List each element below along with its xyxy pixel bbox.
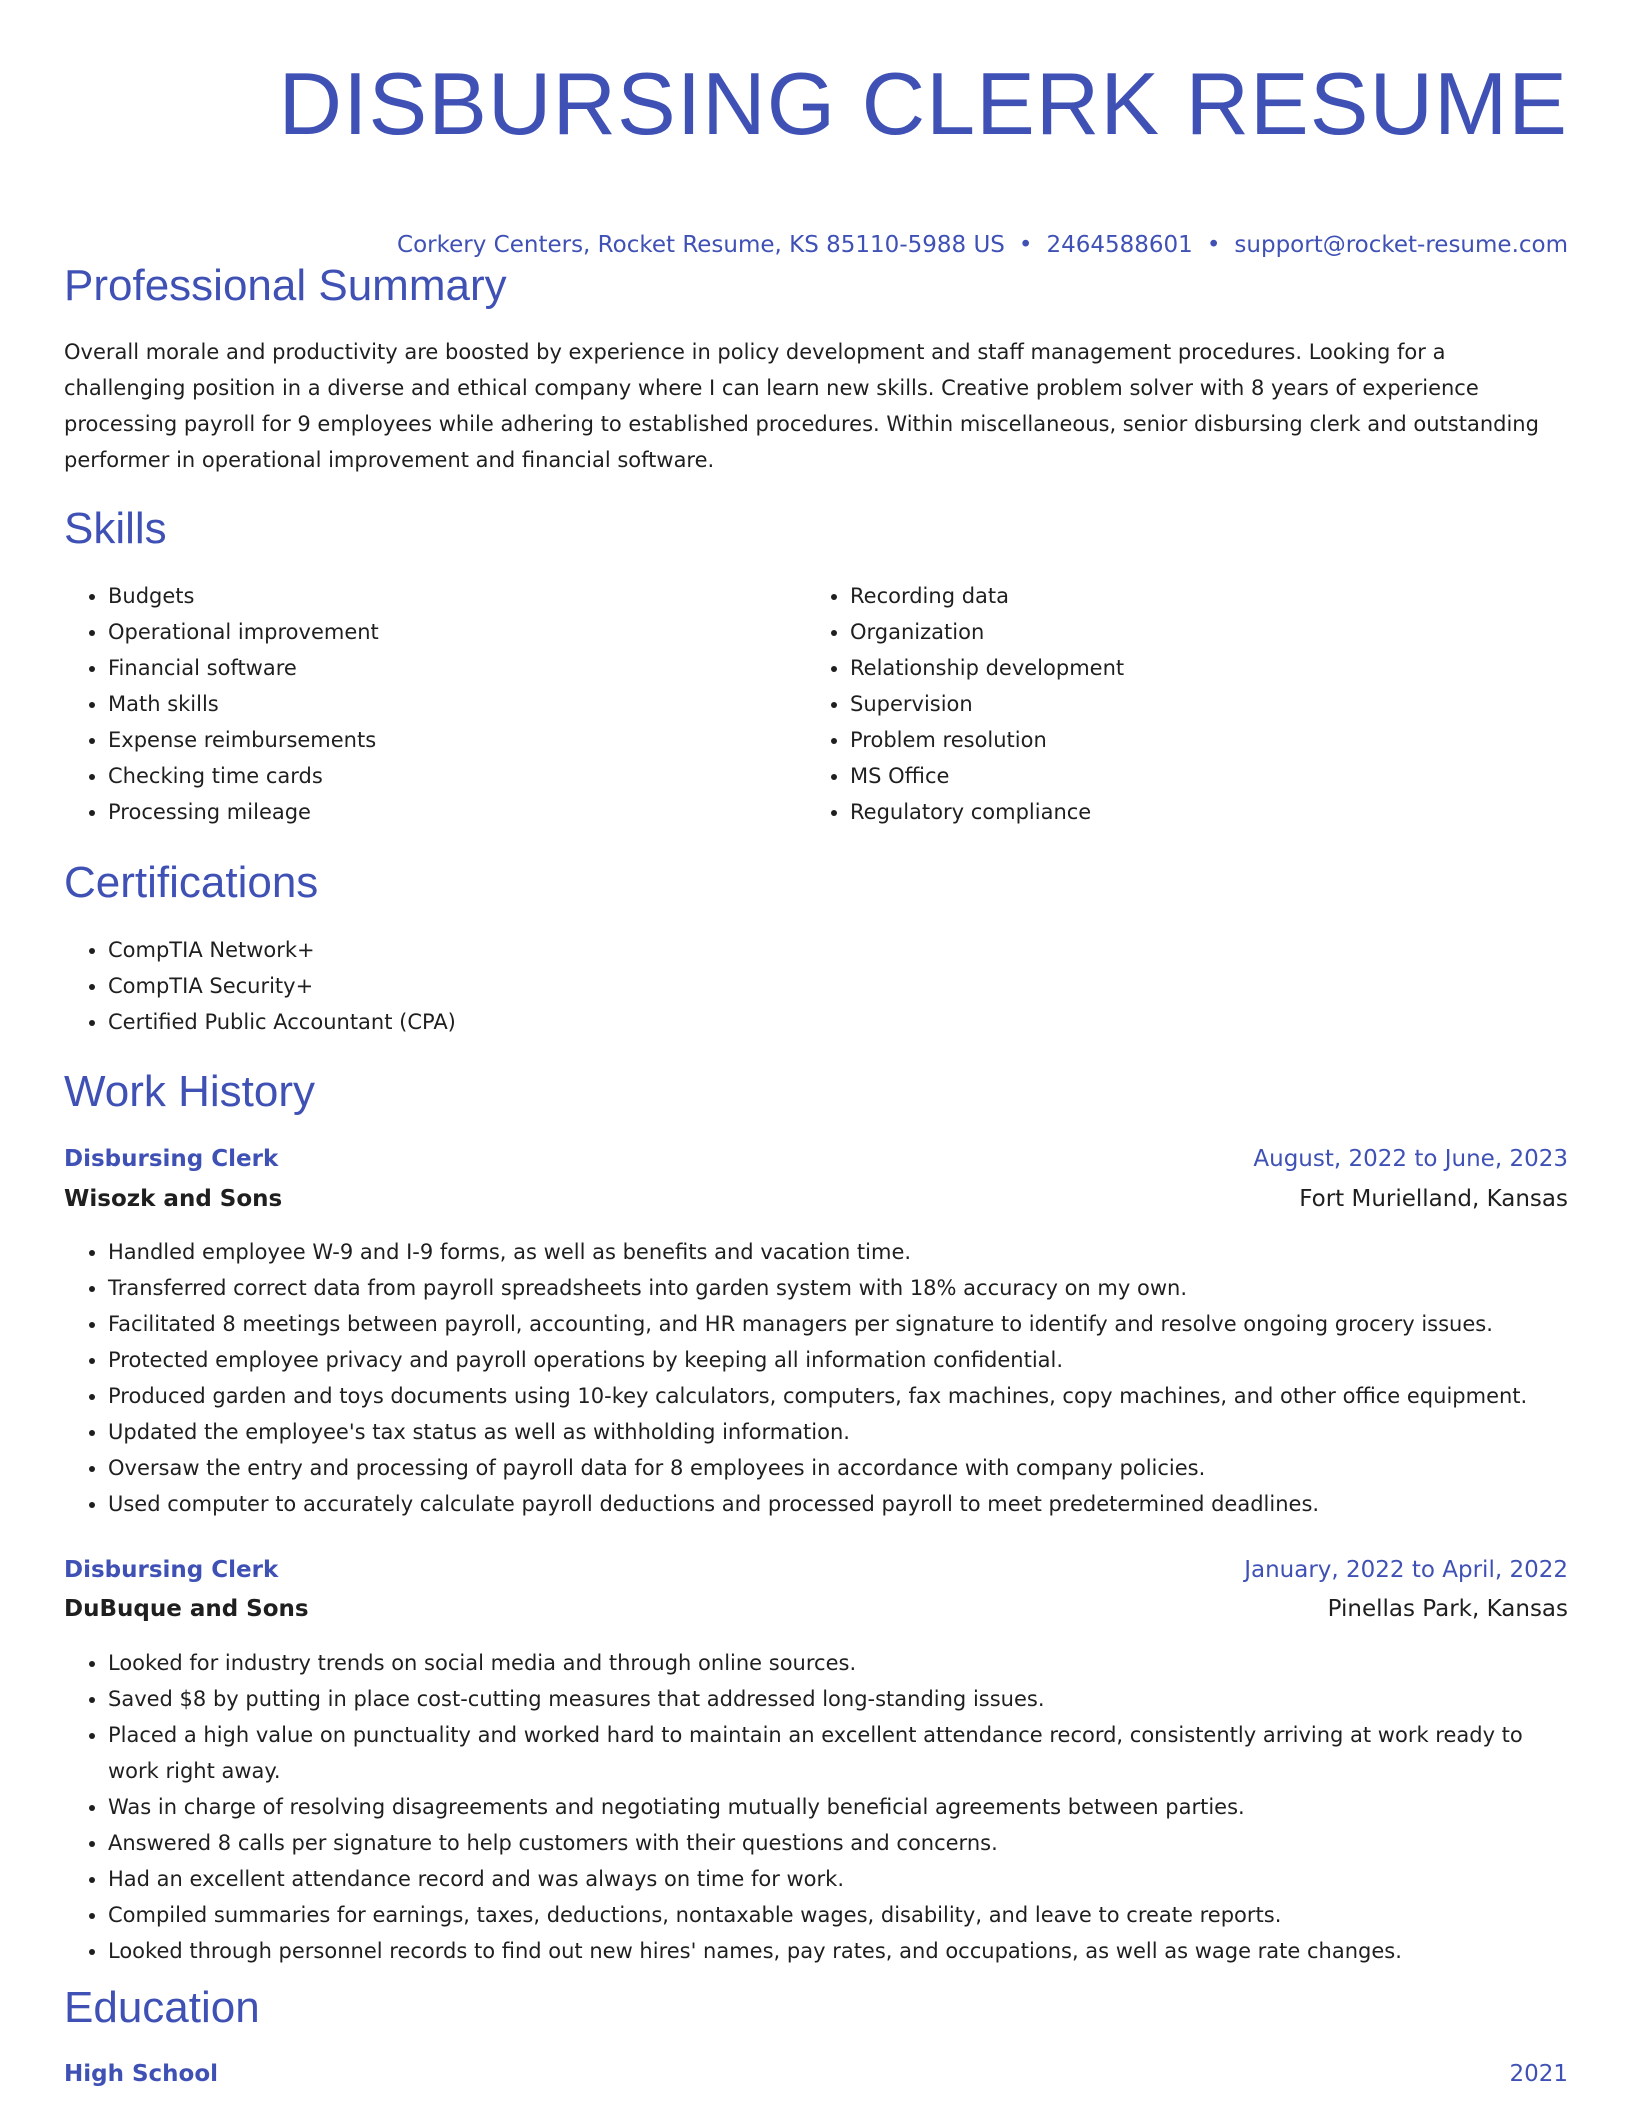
job-bullet-item: • Compiled summaries for earnings, taxes, deductions, nontaxable wages, disability, and leave to create reports. — [108, 1897, 1568, 1933]
job-1-bullets-block — [64, 1234, 1568, 1522]
job-2-dates: January, 2022 to April, 2022 — [1244, 1557, 1568, 1583]
job-1-location: Fort Murielland, Kansas — [1299, 1186, 1568, 1212]
resume-title: DISBURSING CLERK RESUME — [278, 54, 1568, 153]
contact-address: Corkery Centers, Rocket Resume, KS 85110-5988 US — [397, 232, 1005, 258]
job-1-bullets — [64, 1234, 1568, 1522]
skill-item: • Processing mileage — [108, 794, 764, 830]
contact-separator: • — [1018, 232, 1033, 258]
job-2-title: Disbursing Clerk — [64, 1557, 279, 1583]
certification-item: • CompTIA Security+ — [108, 968, 1568, 1004]
skill-item: • MS Office — [850, 758, 1506, 794]
job-2-location: Pinellas Park, Kansas — [1327, 1596, 1568, 1622]
skills-column-right — [806, 578, 1506, 830]
education-degree: High School — [64, 2061, 219, 2087]
certifications-list — [64, 932, 1568, 1040]
job-1-company: Wisozk and Sons — [64, 1186, 283, 1212]
job-bullet-item: • Updated the employee's tax status as well as withholding information. — [108, 1414, 1568, 1450]
job-bullet-item: • Saved $8 by putting in place cost-cutting measures that addressed long-standing issues. — [108, 1681, 1568, 1717]
job-1-dates: August, 2022 to June, 2023 — [1253, 1146, 1568, 1172]
resume-header — [64, 0, 1568, 262]
skill-item: • Relationship development — [850, 650, 1506, 686]
job-2-company: DuBuque and Sons — [64, 1596, 309, 1622]
skill-item: • Supervision — [850, 686, 1506, 722]
contact-phone[interactable]: 2464588601 — [1046, 232, 1193, 258]
skill-item: • Recording data — [850, 578, 1506, 614]
contact-line — [64, 228, 1568, 262]
skills-list-left — [64, 578, 764, 830]
job-1-title-row — [64, 1141, 1568, 1177]
job-bullet-item: • Was in charge of resolving disagreements and negotiating mutually beneficial agreements between parties. — [108, 1789, 1568, 1825]
summary-text: Overall morale and productivity are boosted by experience in policy development and staff management procedures. Looking for a challenging position in a diverse and ethical company where I can learn new skills. Creative problem solver with 8 years of experience processing payroll for 9 employees while adhering to established procedures. Within miscellaneous, senior disbursing clerk and outstanding performer in operational improvement and financial software. — [64, 340, 1539, 472]
job-bullet-item: • Produced garden and toys documents using 10-key calculators, computers, fax machines, copy machines, and other office equipment. — [108, 1378, 1568, 1414]
job-bullet-item: • Had an excellent attendance record and was always on time for work. — [108, 1861, 1568, 1897]
skill-item: • Math skills — [108, 686, 764, 722]
certifications-block — [64, 932, 1568, 1040]
education-year: 2021 — [1509, 2061, 1568, 2087]
summary-heading: Professional Summary — [64, 261, 507, 310]
certifications-heading: Certifications — [64, 858, 319, 907]
skill-item: • Expense reimbursements — [108, 722, 764, 758]
job-1-title: Disbursing Clerk — [64, 1146, 279, 1172]
job-bullet-item: • Answered 8 calls per signature to help customers with their questions and concerns. — [108, 1825, 1568, 1861]
skills-heading: Skills — [64, 504, 167, 553]
skill-item: • Budgets — [108, 578, 764, 614]
job-bullet-item: • Oversaw the entry and processing of payroll data for 8 employees in accordance with company policies. — [108, 1450, 1568, 1486]
work-history-heading: Work History — [64, 1067, 315, 1116]
skill-item: • Problem resolution — [850, 722, 1506, 758]
job-1-company-row — [64, 1181, 1568, 1217]
skill-item: • Regulatory compliance — [850, 794, 1506, 830]
skill-item: • Operational improvement — [108, 614, 764, 650]
education-row — [64, 2056, 1568, 2092]
education-heading: Education — [64, 1983, 260, 2032]
job-bullet-item: • Used computer to accurately calculate payroll deductions and processed payroll to meet predetermined deadlines. — [108, 1486, 1568, 1522]
job-2-bullets — [64, 1645, 1568, 1969]
certification-item: • CompTIA Network+ — [108, 932, 1568, 968]
job-bullet-item: • Placed a high value on punctuality and worked hard to maintain an excellent attendance record, consistently arriving at work ready to work right away. — [108, 1717, 1568, 1789]
job-bullet-item: • Facilitated 8 meetings between payroll, accounting, and HR managers per signature to identify and resolve ongoing grocery issues. — [108, 1306, 1568, 1342]
job-bullet-item: • Protected employee privacy and payroll operations by keeping all information confidential. — [108, 1342, 1568, 1378]
contact-email[interactable]: support@rocket-resume.com — [1234, 232, 1568, 258]
skill-item: • Checking time cards — [108, 758, 764, 794]
skill-item: • Financial software — [108, 650, 764, 686]
job-2-bullets-block — [64, 1645, 1568, 1969]
skills-column-left — [64, 578, 764, 830]
job-bullet-item: • Transferred correct data from payroll spreadsheets into garden system with 18% accuracy on my own. — [108, 1270, 1568, 1306]
job-2-company-row — [64, 1591, 1568, 1627]
job-bullet-item: • Looked through personnel records to find out new hires' names, pay rates, and occupations, as well as wage rate changes. — [108, 1933, 1568, 1969]
certification-item: • Certified Public Accountant (CPA) — [108, 1004, 1568, 1040]
skills-list-right — [806, 578, 1506, 830]
job-bullet-item: • Looked for industry trends on social media and through online sources. — [108, 1645, 1568, 1681]
contact-separator: • — [1206, 232, 1221, 258]
job-bullet-item: • Handled employee W-9 and I-9 forms, as well as benefits and vacation time. — [108, 1234, 1568, 1270]
job-2-title-row — [64, 1552, 1568, 1588]
skill-item: • Organization — [850, 614, 1506, 650]
